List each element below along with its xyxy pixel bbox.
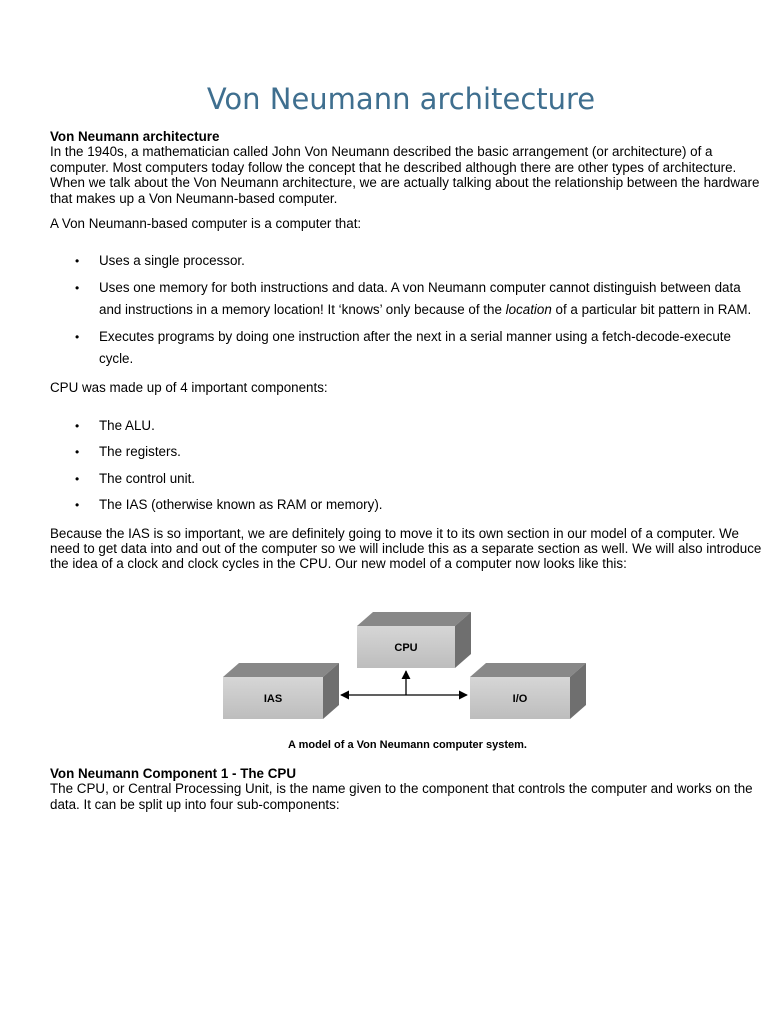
list-item: • Uses one memory for both instructions and data. A von Neumann computer cannot distinguish between data and instructions in a memory location! It ‘knows’ only because of the location of a particular bit pattern in RAM. bbox=[50, 277, 762, 322]
ias-paragraph: Because the IAS is so important, we are definitely going to move it to its own section in our model of a computer. We need to get data into and out of the computer so we will include this as a separate section as well. We will also introduce the idea of a clock and clock cycles in the CPU. Our new model of a computer now looks like this: bbox=[50, 525, 762, 572]
io-block bbox=[470, 663, 586, 719]
cpu-lead-paragraph: CPU was made up of 4 important components: bbox=[50, 380, 328, 396]
bullet-icon: • bbox=[75, 418, 80, 433]
list-item: • Executes programs by doing one instruction after the next in a serial manner using a fetch-decode-execute cycle. bbox=[50, 326, 762, 371]
lead-paragraph: A Von Neumann-based computer is a computer that: bbox=[50, 216, 362, 232]
page-title: Von Neumann architecture bbox=[206, 82, 596, 116]
list-item: • The IAS (otherwise known as RAM or memory). bbox=[50, 494, 762, 516]
section-heading: Von Neumann architecture bbox=[50, 129, 220, 144]
intro-paragraph: In the 1940s, a mathematician called John Von Neumann described the basic arrangement (or architecture) of a computer. Most computers today follow the concept that he described although there are other types of architecture. When we talk about the Von Neumann architecture, we are actually talking about the relationship between the hardware that makes up a Von Neumann-based computer. bbox=[50, 144, 760, 206]
cpu-block bbox=[357, 612, 471, 668]
list-item: • The control unit. bbox=[50, 468, 762, 490]
von-neumann-diagram bbox=[50, 582, 762, 766]
bullet-icon: • bbox=[75, 280, 80, 295]
components-list bbox=[50, 415, 762, 517]
ias-block bbox=[223, 663, 339, 719]
bullet-icon: • bbox=[75, 329, 80, 344]
figure-caption: A model of a Von Neumann computer system. bbox=[288, 738, 527, 751]
section2-paragraph: The CPU, or Central Processing Unit, is the name given to the component that controls the computer and works on the data. It can be split up into four sub-components: bbox=[50, 781, 753, 812]
bullet-icon: • bbox=[75, 445, 80, 460]
cpu-label: CPU bbox=[394, 641, 418, 654]
list-item: • Uses a single processor. bbox=[50, 250, 762, 272]
section-heading: Von Neumann Component 1 - The CPU bbox=[50, 765, 296, 781]
io-label: I/O bbox=[512, 692, 528, 705]
bullet-icon: • bbox=[75, 498, 80, 513]
ias-label: IAS bbox=[263, 692, 283, 705]
list-item: • The registers. bbox=[50, 441, 762, 463]
bullet-icon: • bbox=[75, 254, 80, 269]
features-list bbox=[50, 250, 762, 370]
bullet-icon: • bbox=[75, 471, 80, 486]
list-item: • The ALU. bbox=[50, 415, 762, 437]
document-body bbox=[50, 129, 762, 812]
